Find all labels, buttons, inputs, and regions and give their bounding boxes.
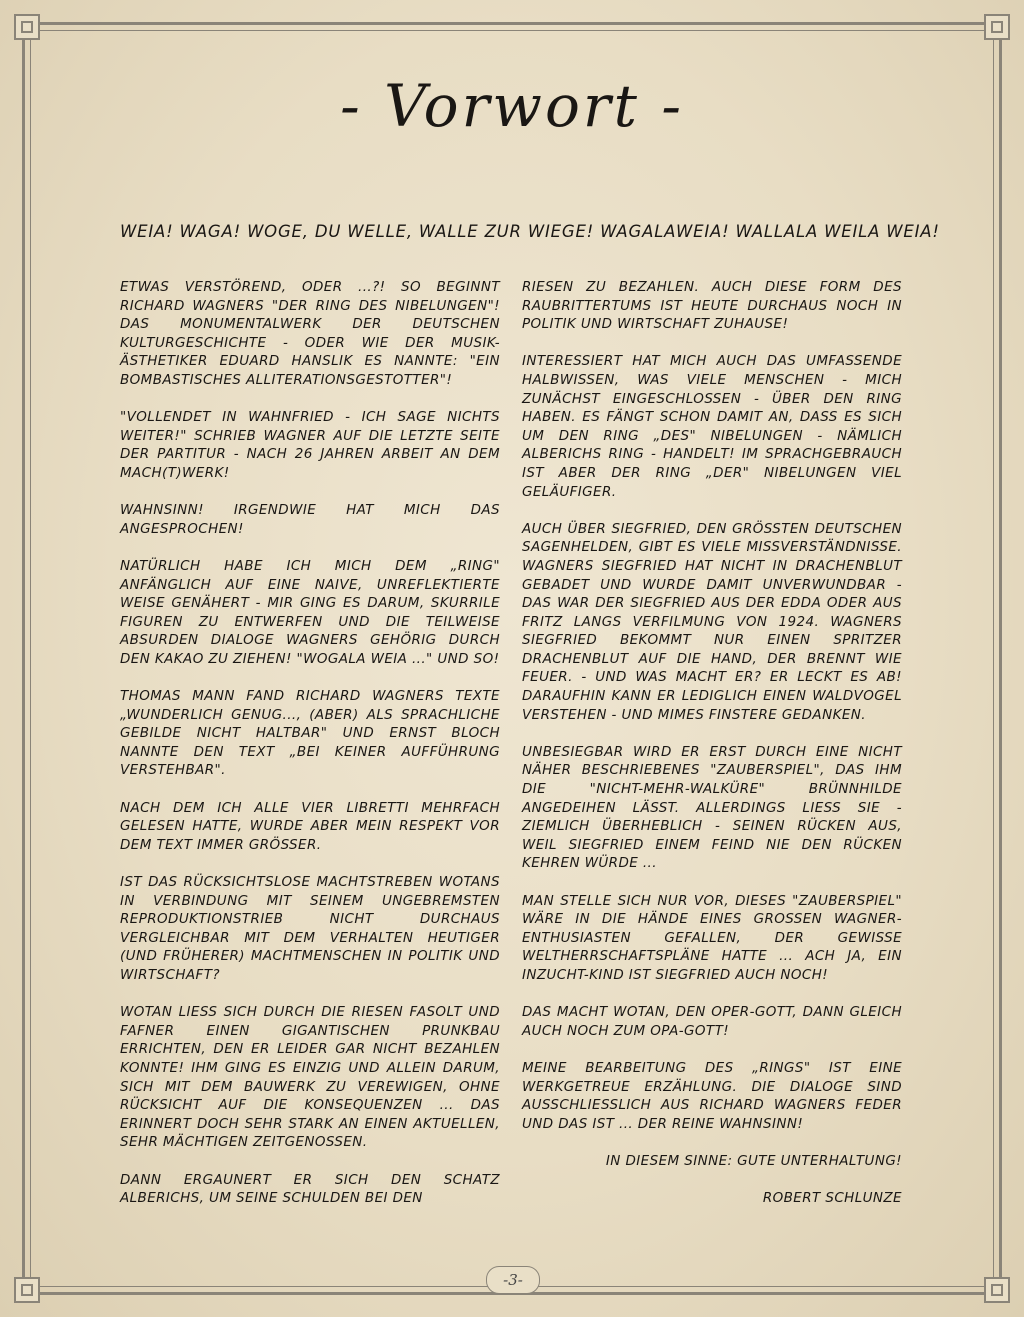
paragraph: IST DAS RÜCKSICHTSLOSE MACHTSTREBEN WOTANS IN VERBINDUNG MIT SEINEM UNGEBREMSTEN REPRODUKTIONSTRIEB NICHT DURCHAUS VERGLEICHBAR MIT DEM VERHALTEN HEUTIGER (UND FRÜHERER) MACHTMENSCHEN IN POLITIK UND WIRTSCHAFT? — [120, 874, 500, 983]
paragraph: THOMAS MANN FAND RICHARD WAGNERS TEXTE „WUNDERLICH GENUG..., (ABER) ALS SPRACHLICHE GEBILDE NICHT HALTBAR" UND ERNST BLOCH NANNTE DEN TEXT „BEI KEINER AUFFÜHRUNG VERSTEHBAR". — [120, 688, 500, 779]
corner-ornament-top-left — [14, 14, 40, 40]
right-text-column — [522, 278, 902, 1226]
paragraph: DAS MACHT WOTAN, DEN OPER-GOTT, DANN GLEICH AUCH NOCH ZUM OPA-GOTT! — [522, 1004, 902, 1039]
author-name: ROBERT SCHLUNZE — [762, 1190, 902, 1207]
corner-ornament-top-right — [984, 14, 1010, 40]
corner-ornament-bottom-left — [14, 1277, 40, 1303]
paragraph: NATÜRLICH HABE ICH MICH DEM „RING" ANFÄNGLICH AUF EINE NAIVE, UNREFLEKTIERTE WEISE GENÄHERT - MIR GING ES DARUM, SKURRILE FIGUREN ZU ENTWERFEN UND DIE TEILWEISE ABSURDEN DIALOGE WAGNERS GEHÖRIG DURCH DEN KAKAO ZU ZIEHEN! "WOGALA WEIA ..." UND SO! — [120, 557, 500, 667]
page-title: - Vorwort - — [340, 72, 684, 140]
paragraph: NACH DEM ICH ALLE VIER LIBRETTI MEHRFACH GELESEN HATTE, WURDE ABER MEIN RESPEKT VOR DEM TEXT IMMER GRÖSSER. — [120, 799, 500, 853]
left-text-column — [120, 278, 500, 1226]
page-number-badge — [486, 1266, 540, 1294]
paragraph: INTERESSIERT HAT MICH AUCH DAS UMFASSENDE HALBWISSEN, WAS VIELE MENSCHEN - MICH ZUNÄCHST EINGESCHLOSSEN - ÜBER DEN RING HABEN. ES FÄNGT SCHON DAMIT AN, DASS ES SICH UM DEN RING „DES" NIBELUNGEN - NÄMLICH ALBERICHS RING - HANDELT! IM SPRACHGEBRAUCH IST ABER DER RING „DER" NIBELUNGEN VIEL GELÄUFIGER. — [522, 353, 902, 500]
paragraph: WAHNSINN! IRGENDWIE HAT MICH DAS ANGESPROCHEN! — [120, 502, 500, 537]
corner-ornament-bottom-right — [984, 1277, 1010, 1303]
paragraph: UNBESIEGBAR WIRD ER ERST DURCH EINE NICHT NÄHER BESCHRIEBENES "ZAUBERSPIEL", DAS IHM DIE "NICHT-MEHR-WALKÜRE" BRÜNNHILDE ANGEDEIHEN LÄSST. ALLERDINGS LIESS SIE - ZIEMLICH ÜBERHEBLICH - SEINEN RÜCKEN AUS, WEIL SIEGFRIED EINEM FEIND NIE DEN RÜCKEN KEHREN WÜRDE ... — [522, 743, 902, 872]
paragraph: RIESEN ZU BEZAHLEN. AUCH DIESE FORM DES RAUBRITTERTUMS IST HEUTE DURCHAUS NOCH IN POLITIK UND WIRTSCHAFT ZUHAUSE! — [522, 279, 902, 333]
paragraph: MEINE BEARBEITUNG DES „RINGS" IST EINE WERKGETREUE ERZÄHLUNG. DIE DIALOGE SIND AUSSCHLIESSLICH AUS RICHARD WAGNERS FEDER UND DAS IST ... DER REINE WAHNSINN! — [522, 1059, 902, 1132]
page-subtitle: WEIA! WAGA! WOGE, DU WELLE, WALLE ZUR WIEGE! WAGALAWEIA! WALLALA WEILA WEIA! — [120, 222, 940, 241]
paragraph: AUCH ÜBER SIEGFRIED, DEN GRÖSSTEN DEUTSCHEN SAGENHELDEN, GIBT ES VIELE MISSVERSTÄNDNISSE. WAGNERS SIEGFRIED HAT NICHT IN DRACHENBLUT GEBADET UND WURDE DAMIT UNVERWUNDBAR - DAS WAR DER SIEGFRIED AUS DER EDDA ODER AUS FRITZ LANGS VERFILMUNG VON 1924. WAGNERS SIEGFRIED BEKOMMT NUR EINEN SPRITZER DRACHENBLUT AUF DIE HAND, DER BRENNT WIE FEUER. - UND WAS MACHT ER? ER LECKT ES AB! DARAUFHIN KANN ER LEDIGLICH EINEN WALDVOGEL VERSTEHEN - UND MIMES FINSTERE GEDANKEN. — [522, 520, 902, 723]
page-number: -3- — [503, 1271, 523, 1289]
paragraph: MAN STELLE SICH NUR VOR, DIESES "ZAUBERSPIEL" WÄRE IN DIE HÄNDE EINES GROSSEN WAGNER-ENTHUSIASTEN GEFALLEN, DER GEWISSE WELTHERRSCHAFTSPLÄNE HATTE ... ACH JA, EIN INZUCHT-KIND IST SIEGFRIED AUCH NOCH! — [522, 892, 902, 983]
signoff-line: IN DIESEM SINNE: GUTE UNTERHALTUNG! — [605, 1152, 902, 1169]
paragraph: DANN ERGAUNERT ER SICH DEN SCHATZ ALBERICHS, UM SEINE SCHULDEN BEI DEN — [120, 1171, 500, 1207]
paragraph: WOTAN LIESS SICH DURCH DIE RIESEN FASOLT UND FAFNER EINEN GIGANTISCHEN PRUNKBAU ERRICHTEN, DEN ER LEIDER GAR NICHT BEZAHLEN KONNTE! IHM GING ES EINZIG UND ALLEIN DARUM, SICH MIT DEM BAUWERK ZU VEREWIGEN, OHNE RÜCKSICHT AUF DIE KONSEQUENZEN ... DAS ERINNERT DOCH SEHR STARK AN EINEN AKTUELLEN, SEHR MÄCHTIGEN ZEITGENOSSEN. — [120, 1004, 500, 1151]
paragraph: "VOLLENDET IN WAHNFRIED - ICH SAGE NICHTS WEITER!" SCHRIEB WAGNER AUF DIE LETZTE SEITE DER PARTITUR - NACH 26 JAHREN ARBEIT AN DEM MACH(T)WERK! — [120, 409, 500, 481]
paragraph: ETWAS VERSTÖREND, ODER ...?! SO BEGINNT RICHARD WAGNERS "DER RING DES NIBELUNGEN"! DAS MONUMENTALWERK DER DEUTSCHEN KULTURGESCHICHTE - ODER WIE DER MUSIK-ÄSTHETIKER EDUARD HANSLIK ES NANNTE: "EIN BOMBASTISCHES ALLITERATIONSGESTOTTER"! — [120, 279, 500, 388]
